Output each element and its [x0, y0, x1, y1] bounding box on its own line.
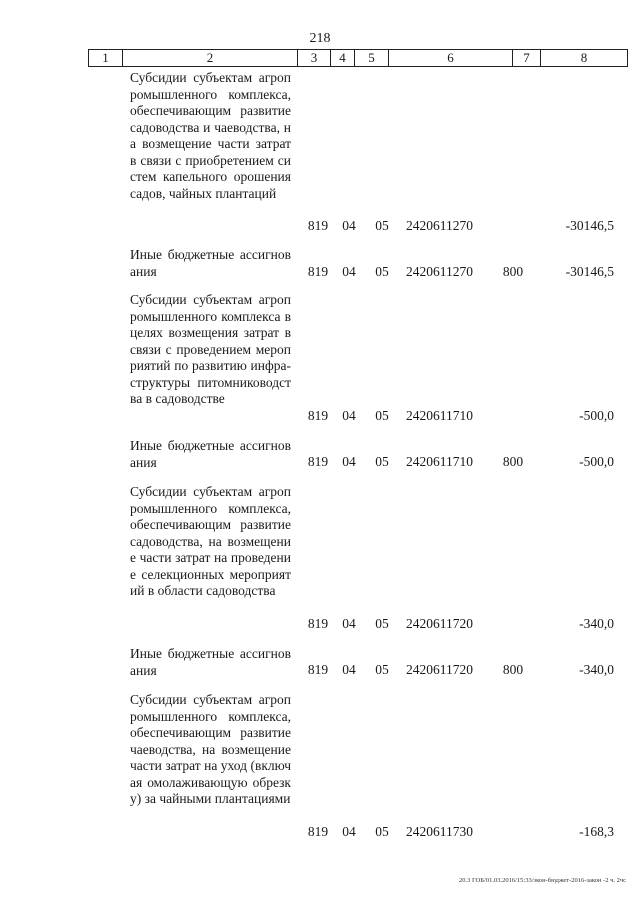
- row-amount: -340,0: [579, 662, 614, 677]
- row-amount: -168,3: [579, 824, 614, 839]
- row-code-5: 05: [375, 616, 389, 631]
- row-code-3: 819: [307, 616, 329, 631]
- header-col-8: 8: [540, 50, 628, 66]
- row-amount: -500,0: [579, 408, 614, 423]
- row-code-6: 2420611720: [406, 616, 473, 631]
- row-code-4: 04: [342, 218, 356, 233]
- row-code-5: 05: [375, 662, 389, 677]
- header-col-6: 6: [388, 50, 512, 66]
- row-code-6: 2420611270: [406, 264, 473, 279]
- row-description: Субсидии субъектам агропромышленного комплекса, обеспечивающим развитие чаеводства, на возмещение части затрат на уход (включая омолаживающую обрезку) за чайными плантациями: [130, 692, 291, 806]
- page-number: 218: [309, 31, 331, 46]
- header-col-7: 7: [512, 50, 540, 66]
- row-code-6: 2420611720: [406, 662, 473, 677]
- row-description: Иные бюджетные ассигнования: [130, 646, 291, 678]
- footer-doc-id: 20.3 ГОБ/01.03.2016/15:33/зкон-бюджет-2016-закон -2 ч. 2чс: [459, 877, 626, 884]
- row-code-6: 2420611710: [406, 408, 473, 423]
- row-code-7: 800: [502, 264, 524, 279]
- header-col-5: 5: [354, 50, 388, 66]
- row-code-4: 04: [342, 408, 356, 423]
- row-code-7: 800: [502, 454, 524, 469]
- row-description: Иные бюджетные ассигнования: [130, 247, 291, 279]
- row-amount: -30146,5: [565, 264, 614, 279]
- row-code-3: 819: [307, 264, 329, 279]
- row-amount: -340,0: [579, 616, 614, 631]
- row-code-5: 05: [375, 824, 389, 839]
- row-code-7: 800: [502, 662, 524, 677]
- row-amount: -30146,5: [565, 218, 614, 233]
- header-col-1: 1: [88, 50, 122, 66]
- row-description: Субсидии субъектам агропромышленного комплекса, обеспечивающим развитие садоводства и чаеводства, на возмещение части затрат в связи с приобретением систем капельного орошения садов, чайных плантаций: [130, 70, 291, 201]
- header-col-4: 4: [330, 50, 354, 66]
- header-col-3: 3: [297, 50, 330, 66]
- row-description: Иные бюджетные ассигнования: [130, 438, 291, 470]
- row-code-3: 819: [307, 662, 329, 677]
- row-code-6: 2420611730: [406, 824, 473, 839]
- table-header: [88, 49, 628, 67]
- row-code-5: 05: [375, 264, 389, 279]
- row-description: Субсидии субъектам агропромышленного комплекса, обеспечивающим развитие садоводства, на возмещение части затрат на проведение селекционных мероприятий в области садоводства: [130, 484, 291, 598]
- row-amount: -500,0: [579, 454, 614, 469]
- row-code-4: 04: [342, 824, 356, 839]
- row-code-3: 819: [307, 454, 329, 469]
- row-code-5: 05: [375, 218, 389, 233]
- row-code-5: 05: [375, 454, 389, 469]
- row-code-5: 05: [375, 408, 389, 423]
- row-code-3: 819: [307, 824, 329, 839]
- row-code-4: 04: [342, 454, 356, 469]
- row-code-4: 04: [342, 616, 356, 631]
- row-code-6: 2420611270: [406, 218, 473, 233]
- row-code-6: 2420611710: [406, 454, 473, 469]
- row-code-4: 04: [342, 662, 356, 677]
- header-col-2: 2: [122, 50, 297, 66]
- row-code-4: 04: [342, 264, 356, 279]
- row-code-3: 819: [307, 408, 329, 423]
- row-description: Субсидии субъектам агропромышленного комплекса в целях возмещения затрат в связи с проведением мероприятий по развитию инфраструктуры питомниководства в садоводстве: [130, 292, 291, 406]
- row-code-3: 819: [307, 218, 329, 233]
